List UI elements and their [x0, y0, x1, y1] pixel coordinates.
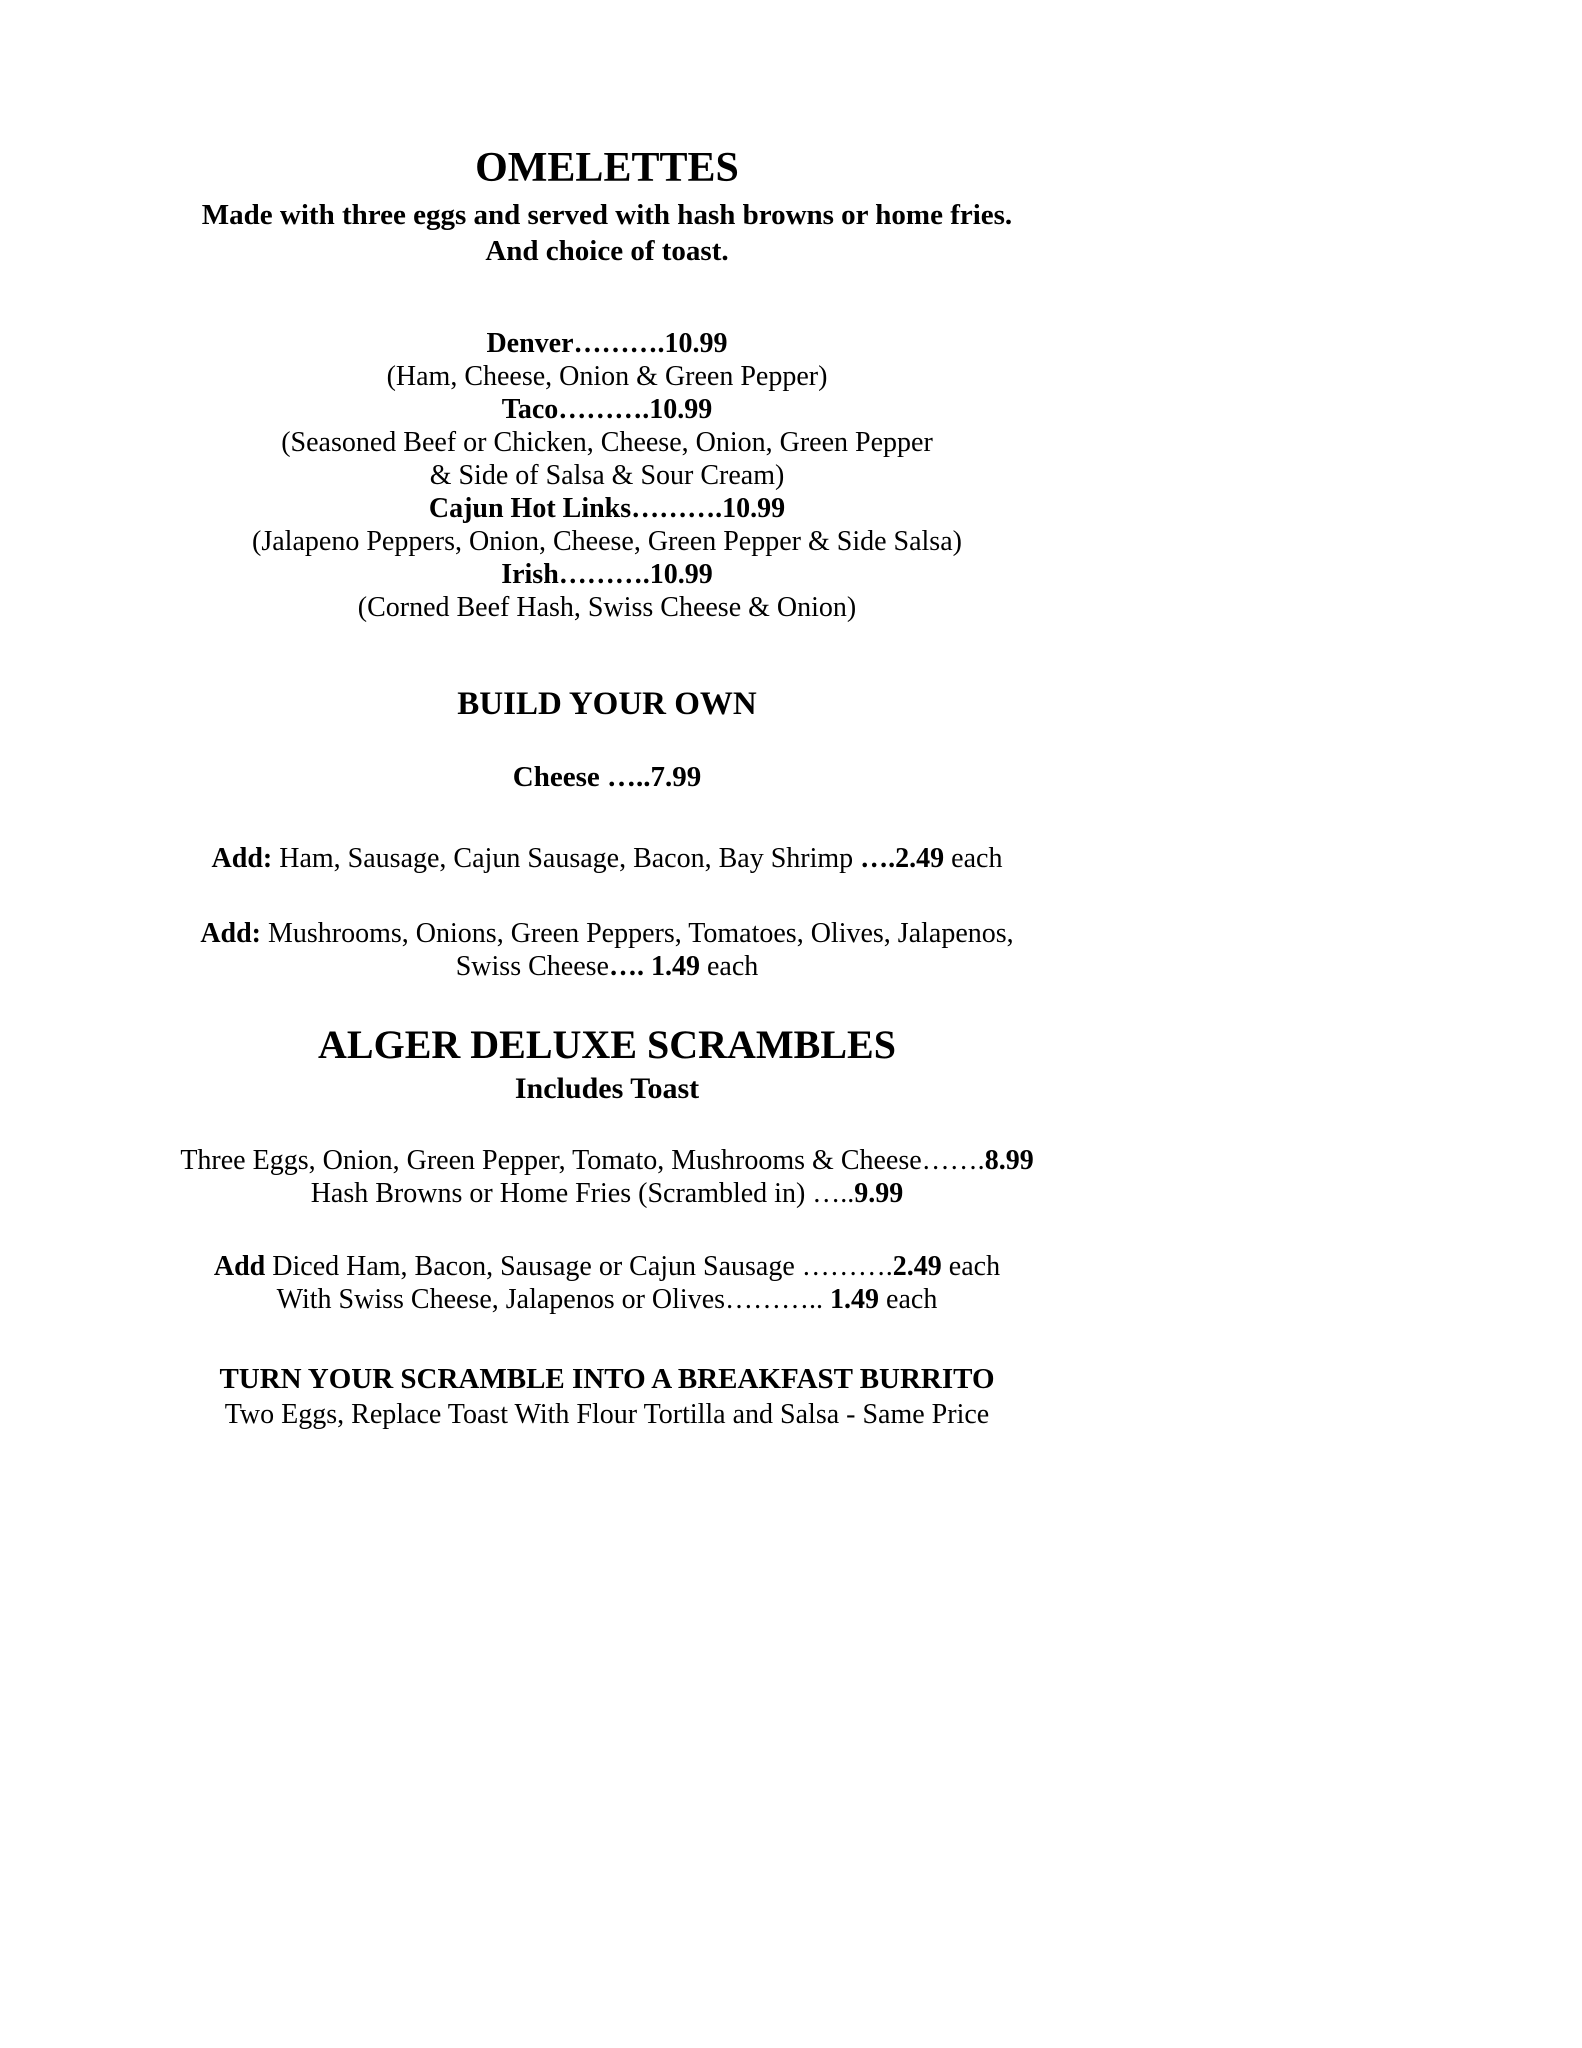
omelette-item-name: Denver……….10.99: [486, 328, 728, 360]
scramble-add-line-2-text: With Swiss Cheese, Jalapenos or Olives………..: [276, 1284, 831, 1316]
scramble-line-1: [0, 1144, 1214, 1177]
omelette-item-desc: (Corned Beef Hash, Swiss Cheese & Onion): [357, 592, 857, 624]
add-label: Add:: [211, 843, 273, 875]
scramble-line-2: [0, 1177, 1214, 1210]
add-veggies-block: [0, 917, 1214, 983]
add-meats-line: [0, 842, 1214, 875]
add-veggies-suffix: each: [699, 951, 759, 983]
scramble-add-line-2-price: 1.49: [830, 1284, 880, 1316]
cheese-price-line: Cheese …..7.99: [512, 761, 702, 794]
add-veggies-items-1: Mushrooms, Onions, Green Peppers, Tomatoes, Olives, Jalapenos,: [261, 918, 1014, 950]
scramble-add-line-1-text: Diced Ham, Bacon, Sausage or Cajun Sausage ……….: [265, 1251, 893, 1283]
add-veggies-line-1: [0, 917, 1214, 950]
omelette-item-desc: (Seasoned Beef or Chicken, Cheese, Onion, Green Pepper: [281, 427, 933, 459]
add-meats-suffix: each: [944, 843, 1003, 875]
burrito-title: TURN YOUR SCRAMBLE INTO A BREAKFAST BURRITO: [219, 1363, 995, 1396]
add-veggies-price: …. 1.49: [608, 951, 700, 983]
add-veggies-line-2: [0, 950, 1214, 983]
scrambles-title: ALGER DELUXE SCRAMBLES: [318, 1022, 896, 1068]
add-veggies-items-2: Swiss Cheese: [455, 951, 609, 983]
scramble-add-lines: [0, 1250, 1214, 1316]
add-label: Add:: [200, 918, 262, 950]
scramble-add-line-2-suffix: each: [879, 1284, 938, 1316]
scramble-line-1-text: Three Eggs, Onion, Green Pepper, Tomato, Mushrooms & Cheese…….: [180, 1145, 985, 1177]
scramble-line-2-price: 9.99: [854, 1178, 904, 1210]
add-meats-items: Ham, Sausage, Cajun Sausage, Bacon, Bay Shrimp: [272, 843, 861, 875]
omelette-item-desc: (Ham, Cheese, Onion & Green Pepper): [386, 361, 828, 393]
scramble-add-line-1: [0, 1250, 1214, 1283]
scramble-add-line-2: [0, 1283, 1214, 1316]
omelettes-title: OMELETTES: [475, 145, 739, 191]
add-label: Add: [213, 1251, 266, 1283]
omelette-list: [0, 327, 1214, 624]
omelette-item-name: Cajun Hot Links……….10.99: [428, 493, 786, 525]
add-meats-price: ….2.49: [860, 843, 945, 875]
scramble-line-2-text: Hash Browns or Home Fries (Scrambled in) …..: [310, 1178, 855, 1210]
scramble-add-line-1-suffix: each: [941, 1251, 1001, 1283]
build-your-own-title: BUILD YOUR OWN: [457, 686, 757, 723]
scramble-add-line-1-price: 2.49: [892, 1251, 942, 1283]
omelette-item-desc: (Jalapeno Peppers, Onion, Cheese, Green Pepper & Side Salsa): [252, 526, 962, 558]
omelette-item-desc: & Side of Salsa & Sour Cream): [429, 460, 785, 492]
scramble-line-1-price: 8.99: [984, 1145, 1034, 1177]
scrambles-subtitle: Includes Toast: [514, 1072, 700, 1106]
add-meats-block: [0, 842, 1214, 875]
omelettes-subtitle-line-2: And choice of toast.: [485, 235, 729, 268]
scramble-price-lines: [0, 1144, 1214, 1210]
burrito-description: Two Eggs, Replace Toast With Flour Tortilla and Salsa - Same Price: [224, 1399, 990, 1431]
omelette-item-name: Irish……….10.99: [501, 559, 713, 591]
omelettes-subtitle-line-1: Made with three eggs and served with hash browns or home fries.: [201, 199, 1013, 232]
omelette-item-name: Taco……….10.99: [501, 394, 713, 426]
